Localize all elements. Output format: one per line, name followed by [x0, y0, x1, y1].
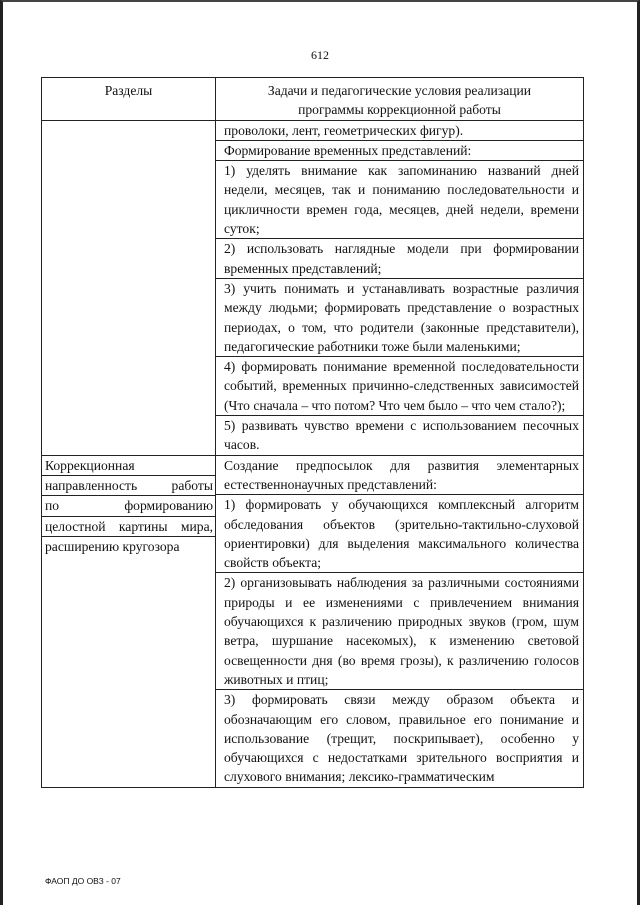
row2-tasks-cell	[216, 455, 584, 787]
row2-section-cell	[42, 455, 216, 787]
page-number: 612	[311, 48, 329, 62]
program-table	[41, 77, 584, 788]
task-paragraph: 1) формировать у обучающихся комплексный алгоритм обследования объектов (зрительно-тактильно-слуховой ориентировки) для выделения максимального количества свойств объекта;	[216, 495, 583, 573]
task-paragraph: 4) формировать понимание временной последовательности событий, временных причинно-следственных зависимостей (Что сначала – что потом? Что чем было – что чем стало?);	[216, 357, 583, 416]
table-row	[42, 455, 584, 787]
header-tasks-line-1: Задачи и педагогические условия реализации	[267, 83, 532, 98]
header-tasks-line-2: программы коррекционной работы	[298, 102, 501, 118]
task-paragraph: 2) использовать наглядные модели при формировании временных представлений;	[216, 239, 583, 279]
task-paragraph: 3) учить понимать и устанавливать возрастные различия между людьми; формировать представление о возрастных периодах, о том, что родители (законные представители), педагогические работники тоже были маленькими;	[216, 279, 583, 357]
table-header-row	[42, 78, 584, 121]
row1-section-cell	[42, 120, 216, 455]
section-line: направленность работы	[42, 476, 215, 496]
task-paragraph: 2) организовывать наблюдения за различными состояниями природы и ее изменениями с привлечением внимания обучающихся к различению природных звуков (гром, шум ветра, шуршание насекомых), к изменению световой освещенности дня (во время грозы), к различению голосов животных и птиц;	[216, 573, 583, 690]
task-paragraph: 5) развивать чувство времени с использованием песочных часов.	[224, 418, 579, 453]
footer-document-code: ФАОП ДО ОВЗ - 07	[45, 876, 121, 886]
task-paragraph: 3) формировать связи между образом объекта и обозначающим его словом, правильное его понимание и использование (трещит, поскрипывает), особенно у обучающихся с недостатками зрительного восприятия и слухового внимания; лексико-грамматическим	[224, 692, 579, 785]
task-paragraph: проволоки, лент, геометрических фигур).	[216, 121, 583, 141]
task-paragraph: Формирование временных представлений:	[216, 141, 583, 161]
header-tasks	[216, 78, 584, 121]
section-line: целостной картины мира,	[42, 517, 215, 537]
task-paragraph: 1) уделять внимание как запоминанию названий дней недели, месяцев, так и пониманию последовательности и цикличности времен года, месяцев, дней недели, времени суток;	[216, 161, 583, 239]
section-line: Коррекционная	[42, 456, 215, 476]
section-line: по формированию	[42, 496, 215, 516]
task-paragraph: Создание предпосылок для развития элементарных естественнонаучных представлений:	[216, 456, 583, 496]
table-row	[42, 120, 584, 455]
header-sections: Разделы	[42, 78, 216, 121]
row1-tasks-cell	[216, 120, 584, 455]
section-line: расширению кругозора	[45, 538, 180, 554]
